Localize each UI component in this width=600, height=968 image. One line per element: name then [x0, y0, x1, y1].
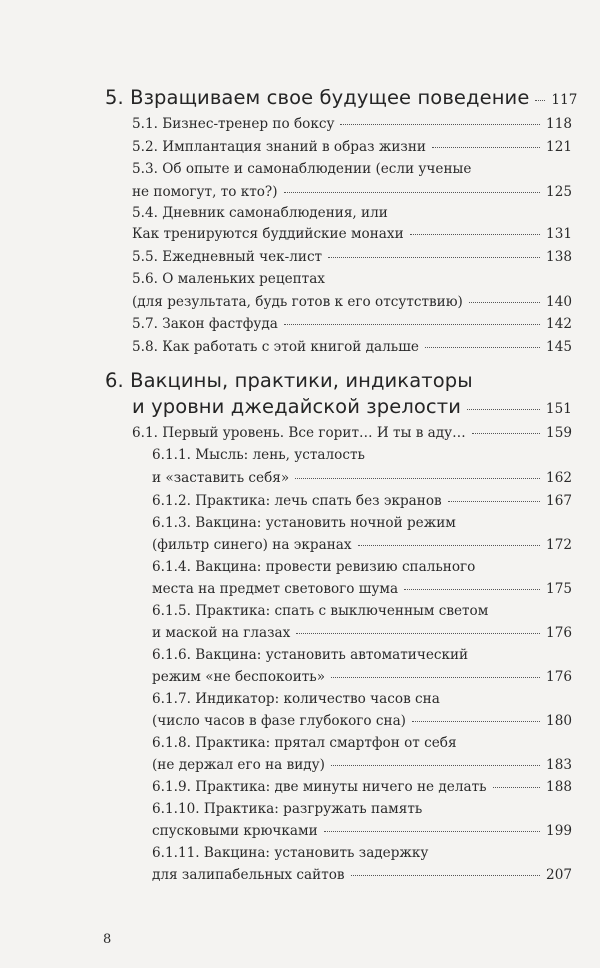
toc-entry-title: 6.1. Первый уровень. Все горит… И ты в аду…	[132, 425, 466, 441]
toc-entry	[132, 184, 572, 200]
toc-entry-title: 6.1.5. Практика: спать с выключенным светом	[152, 603, 489, 619]
toc-entry-page: 199	[546, 823, 572, 839]
chapter-6-title-line2: и уровни джедайской зрелости	[132, 395, 461, 418]
toc-entry	[132, 316, 572, 332]
toc-entry-page: 188	[546, 779, 572, 795]
toc-entry-title-cont: не помогут, то кто?)	[132, 184, 278, 200]
toc-entry-title-cont: (не держал его на виду)	[152, 757, 325, 773]
toc-entry-page: 145	[546, 339, 572, 355]
leader-dots	[358, 545, 541, 546]
leader-dots	[404, 589, 540, 590]
toc-entry-title: 6.1.3. Вакцина: установить ночной режим	[152, 515, 456, 531]
toc-entry-page: 162	[546, 470, 572, 486]
leader-dots	[351, 875, 540, 876]
toc-entry	[152, 470, 572, 486]
toc-entry	[132, 294, 572, 310]
leader-dots	[328, 257, 540, 258]
toc-entry-title-cont: (фильтр синего) на экранах	[152, 537, 352, 553]
toc-entry	[152, 537, 572, 553]
toc-entry	[132, 249, 572, 265]
toc-entry-title-cont: Как тренируются буддийские монахи	[132, 226, 404, 242]
toc-entry	[152, 779, 572, 795]
chapter-6-heading	[132, 395, 572, 418]
toc-entry-page: 183	[546, 757, 572, 773]
toc-entry-title-cont: и «заставить себя»	[152, 470, 290, 486]
leader-dots	[296, 633, 540, 634]
toc-entry-title: 6.1.10. Практика: разгружать память	[152, 801, 423, 817]
toc-entry-page: 142	[546, 316, 572, 332]
toc-entry	[132, 425, 572, 441]
leader-dots	[425, 347, 540, 348]
leader-dots	[493, 787, 541, 788]
leader-dots	[412, 721, 540, 722]
toc-entry	[152, 669, 572, 685]
toc-entry-title: 6.1.2. Практика: лечь спать без экранов	[152, 493, 442, 509]
toc-entry-page: 131	[546, 226, 572, 242]
toc-entry-title: 5.1. Бизнес-тренер по боксу	[132, 116, 335, 132]
toc-entry-title: 5.5. Ежедневный чек-лист	[132, 249, 323, 265]
toc-entry-page: 176	[546, 669, 572, 685]
toc-entry-title: 6.1.6. Вакцина: установить автоматический	[152, 647, 469, 663]
toc-entry-title: 6.1.4. Вакцина: провести ревизию спального	[152, 559, 476, 575]
toc-entry-title: 6.1.1. Мысль: лень, усталость	[152, 447, 365, 463]
toc-entry	[132, 339, 572, 355]
toc-entry-page: 172	[546, 537, 572, 553]
toc-entry-title: 5.8. Как работать с этой книгой дальше	[132, 339, 419, 355]
toc-entry-title: 6.1.7. Индикатор: количество часов сна	[152, 691, 440, 707]
toc-entry-title-cont: для залипабельных сайтов	[152, 867, 345, 883]
toc-entry-title: 6.1.8. Практика: прятал смартфон от себя	[152, 735, 457, 751]
toc-entry-title-cont: (число часов в фазе глубокого сна)	[152, 713, 406, 729]
chapter-6-page: 151	[545, 401, 572, 417]
leader-dots	[284, 324, 540, 325]
toc-entry-page: 125	[546, 184, 572, 200]
toc-entry-page: 138	[546, 249, 572, 265]
toc-entry	[132, 139, 572, 155]
toc-entry-title: 6.1.9. Практика: две минуты ничего не делать	[152, 779, 487, 795]
page-number: 8	[103, 932, 112, 947]
toc-entry-title: 6.1.11. Вакцина: установить задержку	[152, 845, 429, 861]
toc-entry	[152, 757, 572, 773]
leader-dots	[340, 124, 540, 125]
toc-entry-title-cont: (для результата, будь готов к его отсутствию)	[132, 294, 463, 310]
toc-entry	[152, 713, 572, 729]
chapter-5-title: 5. Взращиваем свое будущее поведение	[105, 86, 530, 109]
toc-entry-page: 175	[546, 581, 572, 597]
toc-entry	[152, 867, 572, 883]
leader-dots	[331, 765, 540, 766]
toc-entry	[132, 226, 572, 242]
leader-dots	[331, 677, 540, 678]
leader-dots	[467, 409, 540, 410]
toc-entry-title-cont: спусковыми крючками	[152, 823, 318, 839]
toc-entry-title: 5.6. О маленьких рецептах	[132, 271, 325, 287]
toc-entry	[152, 493, 572, 509]
toc-entry-title: 5.4. Дневник самонаблюдения, или	[132, 205, 388, 221]
toc-entry	[152, 823, 572, 839]
chapter-6-title-line1: 6. Вакцины, практики, индикаторы	[105, 369, 473, 392]
toc-entry-title: 5.7. Закон фастфуда	[132, 316, 278, 332]
leader-dots	[448, 501, 540, 502]
toc-entry-page: 167	[546, 493, 572, 509]
leader-dots	[324, 831, 540, 832]
toc-entry-title-cont: и маской на глазах	[152, 625, 291, 641]
chapter-5-page: 117	[551, 92, 578, 108]
leader-dots	[472, 433, 540, 434]
toc-entry-page: 176	[546, 625, 572, 641]
leader-dots	[284, 192, 541, 193]
leader-dots	[432, 147, 540, 148]
toc-entry-title-cont: места на предмет светового шума	[152, 581, 399, 597]
toc-entry-title: 5.3. Об опыте и самонаблюдении (если ученые	[132, 161, 472, 177]
leader-dots	[535, 100, 545, 101]
toc-entry-page: 121	[546, 139, 572, 155]
chapter-5-heading	[105, 86, 578, 109]
toc-entry-page: 118	[546, 116, 572, 132]
toc-entry-page: 207	[546, 867, 572, 883]
toc-entry-page: 159	[546, 425, 572, 441]
leader-dots	[469, 302, 540, 303]
toc-entry	[152, 625, 572, 641]
toc-entry-page: 140	[546, 294, 572, 310]
toc-entry	[152, 581, 572, 597]
leader-dots	[295, 478, 540, 479]
toc-entry-title: 5.2. Имплантация знаний в образ жизни	[132, 139, 426, 155]
toc-entry-page: 180	[546, 713, 572, 729]
toc-entry	[132, 116, 572, 132]
leader-dots	[410, 234, 540, 235]
toc-entry-title-cont: режим «не беспокоить»	[152, 669, 326, 685]
